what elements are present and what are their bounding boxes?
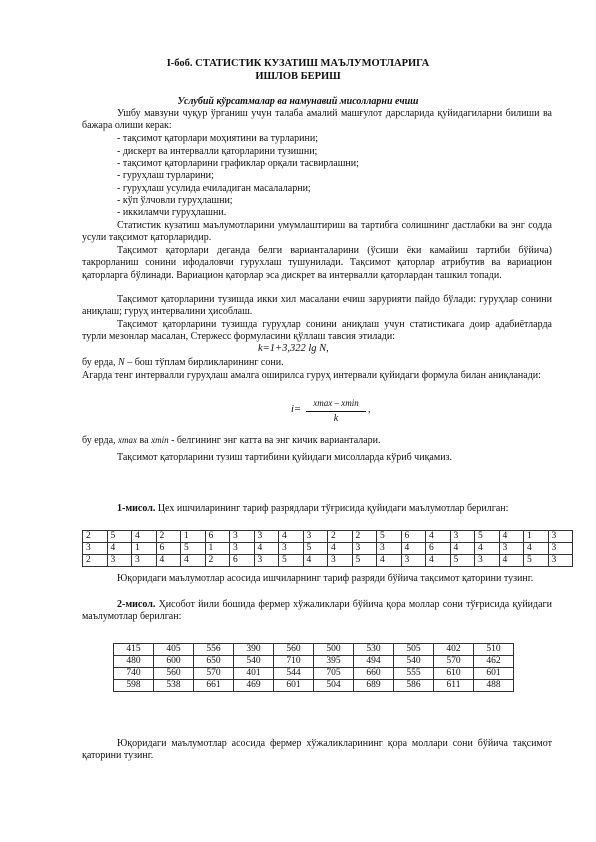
table-cell: 5 bbox=[377, 531, 402, 543]
table-cell: 3 bbox=[450, 531, 475, 543]
table-cell: 555 bbox=[394, 668, 434, 680]
table-row bbox=[114, 668, 514, 680]
table-cell: 469 bbox=[234, 680, 274, 692]
paragraph-2: Тақсимот қаторлари деганда белги варианталарини (ўсиши ёки камайиш тартиби бўйича) такрорланиш сонини ифодаловчи гурухлаш тушунилади. Тақсимот қаторлар атрибутив ва вариацион қаторларга бўлинади. Вариацион қаторлар эса дискрет ва интервалли қаторлардан ташкил топади. bbox=[82, 245, 552, 281]
example-2 bbox=[82, 599, 552, 624]
table-cell: 3 bbox=[548, 555, 573, 567]
table-cell: 6 bbox=[205, 531, 230, 543]
table-cell: 5 bbox=[181, 543, 206, 555]
table-cell: 4 bbox=[377, 555, 402, 567]
table-cell: 505 bbox=[394, 644, 434, 656]
where-x-and: ва bbox=[139, 435, 149, 446]
table-cell: 4 bbox=[401, 543, 426, 555]
table-cell: 4 bbox=[254, 543, 279, 555]
table-cell: 3 bbox=[401, 555, 426, 567]
table-cell: 4 bbox=[524, 543, 549, 555]
table-cell: 560 bbox=[154, 668, 194, 680]
table-cell: 4 bbox=[499, 555, 524, 567]
table-cell: 488 bbox=[474, 680, 514, 692]
table-cell: 390 bbox=[234, 644, 274, 656]
table-cell: 4 bbox=[279, 531, 304, 543]
table-cell: 3 bbox=[83, 543, 108, 555]
x-min-variable: xmin bbox=[151, 435, 169, 445]
table-cell: 4 bbox=[328, 543, 353, 555]
table-cell: 3 bbox=[279, 543, 304, 555]
section-subtitle: Услубий кўрсатмалар ва намунавий мисолларни ечиш bbox=[177, 96, 419, 107]
where-n-line bbox=[82, 357, 284, 369]
where-x-prefix: бу ерда, bbox=[82, 435, 116, 446]
x-max-variable: xmax bbox=[118, 435, 138, 445]
example-1-label: 1-мисол. bbox=[117, 503, 156, 514]
table-row bbox=[83, 555, 573, 567]
table-cell: 2 bbox=[83, 531, 108, 543]
tariff-grades-table bbox=[82, 530, 573, 567]
bullet-item: - дискерт ва интервалли қаторларини тузишни; bbox=[117, 146, 318, 157]
table-cell: 3 bbox=[254, 531, 279, 543]
table-cell: 5 bbox=[279, 555, 304, 567]
table-cell: 510 bbox=[474, 644, 514, 656]
table-cell: 6 bbox=[426, 543, 451, 555]
table-cell: 5 bbox=[107, 531, 132, 543]
table-cell: 5 bbox=[524, 555, 549, 567]
table-cell: 1 bbox=[181, 531, 206, 543]
table-cell: 3 bbox=[230, 543, 255, 555]
cattle-count-table bbox=[113, 643, 514, 692]
table-cell: 6 bbox=[230, 555, 255, 567]
fraction-bar bbox=[306, 411, 366, 412]
table-cell: 560 bbox=[274, 644, 314, 656]
table-cell: 556 bbox=[194, 644, 234, 656]
where-x-line bbox=[82, 434, 381, 447]
table-cell: 4 bbox=[475, 543, 500, 555]
table-cell: 494 bbox=[354, 656, 394, 668]
table-cell: 650 bbox=[194, 656, 234, 668]
paragraph-1: Статистик кузатиш маълумотларини умумлаштириш ва тартибга солишнинг дастлабки ва энг содда усули тақсимот қаторларидир. bbox=[82, 220, 552, 244]
paragraph-7: Юқоридаги маълумотлар асосида ишчиларнинг тариф разряди бўйича тақсимот қаторини тузинг. bbox=[117, 573, 534, 584]
bullet-item: - гуруҳлаш усулида ечиладиган масалаларни; bbox=[117, 183, 311, 194]
where-n-prefix: бу ерда, bbox=[82, 357, 116, 368]
table-cell: 598 bbox=[114, 680, 154, 692]
table-cell: 4 bbox=[107, 543, 132, 555]
paragraph-3: Тақсимот қаторларини тузишда икки хил масалани ечиш зарурияти пайдо бўлади: гуруҳлар сонини аниқлаш; гуруҳ интервалини ҳисоблаш. bbox=[82, 294, 552, 318]
table-cell: 2 bbox=[328, 531, 353, 543]
table-cell: 538 bbox=[154, 680, 194, 692]
table-cell: 5 bbox=[352, 555, 377, 567]
table-cell: 661 bbox=[194, 680, 234, 692]
table-cell: 402 bbox=[434, 644, 474, 656]
table-cell: 3 bbox=[499, 543, 524, 555]
table-cell: 3 bbox=[475, 555, 500, 567]
table-row bbox=[114, 680, 514, 692]
table-cell: 3 bbox=[230, 531, 255, 543]
where-n-text: бош тўплам бирликларининг сони. bbox=[134, 357, 284, 368]
paragraph-6: Тақсимот қаторларини тузиш тартибини қуйидаги мисолларда кўриб чиқамиз. bbox=[117, 452, 452, 463]
bullet-item: - иккиламчи гуруҳлашни. bbox=[117, 207, 227, 218]
table-cell: 570 bbox=[434, 656, 474, 668]
table-cell: 601 bbox=[474, 668, 514, 680]
table-cell: 1 bbox=[524, 531, 549, 543]
table-cell: 689 bbox=[354, 680, 394, 692]
table-cell: 3 bbox=[254, 555, 279, 567]
intro-paragraph: Ушбу мавзуни чуқур ўрганиш учун талаба амалий машғулот дарсларида қуйидагиларни билиши ва бажара олиши керак: bbox=[82, 108, 552, 132]
table-cell: 504 bbox=[314, 680, 354, 692]
table-cell: 3 bbox=[303, 531, 328, 543]
table-cell: 705 bbox=[314, 668, 354, 680]
interval-formula-lhs: i= bbox=[291, 404, 302, 415]
table-cell: 4 bbox=[132, 531, 157, 543]
table-cell: 6 bbox=[401, 531, 426, 543]
paragraph-5: Агарда тенг интервалли гуруҳлаш амалга оширилса гуруҳ интервали қуйидаги формула билан аниқланади: bbox=[82, 370, 541, 381]
table-cell: 540 bbox=[394, 656, 434, 668]
chapter-title-line1: I-боб. СТАТИСТИК КУЗАТИШ МАЪЛУМОТЛАРИГА bbox=[166, 58, 430, 69]
table-cell: 5 bbox=[475, 531, 500, 543]
table-cell: 4 bbox=[156, 555, 181, 567]
interval-formula-denominator: k bbox=[333, 413, 339, 424]
table-cell: 611 bbox=[434, 680, 474, 692]
table-cell: 5 bbox=[450, 555, 475, 567]
table-cell: 401 bbox=[234, 668, 274, 680]
chapter-title-line2: ИШЛОВ БЕРИШ bbox=[255, 71, 341, 82]
table-cell: 3 bbox=[548, 531, 573, 543]
table-cell: 4 bbox=[426, 531, 451, 543]
where-n-variable: N – bbox=[118, 357, 133, 368]
table-cell: 544 bbox=[274, 668, 314, 680]
table-cell: 601 bbox=[274, 680, 314, 692]
table-cell: 415 bbox=[114, 644, 154, 656]
table-cell: 395 bbox=[314, 656, 354, 668]
table-cell: 3 bbox=[377, 543, 402, 555]
table-cell: 3 bbox=[548, 543, 573, 555]
example-2-label: 2-мисол. bbox=[117, 599, 156, 610]
paragraph-4: Тақсимот қаторларини тузишда гуруҳлар сонини аниқлаш учун статистикага доир адабиётларда турли мезонлар масалан, Стержесс формуласини қўллаш тавсия этилади: bbox=[82, 319, 552, 343]
table-cell: 610 bbox=[434, 668, 474, 680]
table-cell: 2 bbox=[205, 555, 230, 567]
table-cell: 570 bbox=[194, 668, 234, 680]
table-cell: 540 bbox=[234, 656, 274, 668]
table-cell: 500 bbox=[314, 644, 354, 656]
table-cell: 3 bbox=[352, 543, 377, 555]
sturges-formula: k=1+3,322 lg N, bbox=[258, 343, 329, 354]
table-cell: 4 bbox=[303, 555, 328, 567]
table-row bbox=[83, 531, 573, 543]
where-x-text: - белгининг энг катта ва энг кичик варианталари. bbox=[171, 435, 381, 446]
paragraph-8: Юқоридаги маълумотлар асосида фермер хўжаликларининг қора моллари сони бўйича тақсимот қаторини тузинг. bbox=[82, 738, 552, 762]
table-cell: 740 bbox=[114, 668, 154, 680]
bullet-item: - тақсимот қаторларини графиклар орқали тасвирлашни; bbox=[117, 158, 359, 169]
interval-formula-numerator: xmax – xmin bbox=[313, 398, 359, 408]
table-cell: 405 bbox=[154, 644, 194, 656]
table-cell: 2 bbox=[352, 531, 377, 543]
table-row bbox=[114, 644, 514, 656]
example-1-text: Цех ишчиларининг тариф разрядлари тўғрисида қуйидаги маълумотлар берилган: bbox=[157, 503, 509, 514]
table-cell: 3 bbox=[132, 555, 157, 567]
table-cell: 4 bbox=[426, 555, 451, 567]
table-cell: 1 bbox=[205, 543, 230, 555]
table-cell: 586 bbox=[394, 680, 434, 692]
bullet-item: - гуруҳлаш турларини; bbox=[117, 170, 214, 181]
table-cell: 530 bbox=[354, 644, 394, 656]
table-cell: 710 bbox=[274, 656, 314, 668]
table-cell: 660 bbox=[354, 668, 394, 680]
table-cell: 462 bbox=[474, 656, 514, 668]
table-cell: 4 bbox=[181, 555, 206, 567]
table-cell: 2 bbox=[83, 555, 108, 567]
table-cell: 3 bbox=[107, 555, 132, 567]
example-1 bbox=[82, 503, 552, 515]
table-cell: 3 bbox=[328, 555, 353, 567]
interval-formula-tail: , bbox=[368, 404, 371, 415]
example-2-text: Ҳисобот йили бошида фермер хўжаликлари бўйича қора моллар сони тўғрисида қуйидаги маълумотлар берилган: bbox=[82, 599, 552, 623]
table-cell: 480 bbox=[114, 656, 154, 668]
table-cell: 1 bbox=[132, 543, 157, 555]
bullet-item: - кўп ўлчовли гуруҳлашни; bbox=[117, 195, 233, 206]
table-cell: 600 bbox=[154, 656, 194, 668]
table-cell: 2 bbox=[156, 531, 181, 543]
table-row bbox=[83, 543, 573, 555]
table-cell: 6 bbox=[156, 543, 181, 555]
bullet-item: - тақсимот қаторлари моҳиятини ва турларини; bbox=[117, 133, 319, 144]
table-cell: 5 bbox=[303, 543, 328, 555]
table-cell: 4 bbox=[499, 531, 524, 543]
table-row bbox=[114, 656, 514, 668]
table-cell: 4 bbox=[450, 543, 475, 555]
